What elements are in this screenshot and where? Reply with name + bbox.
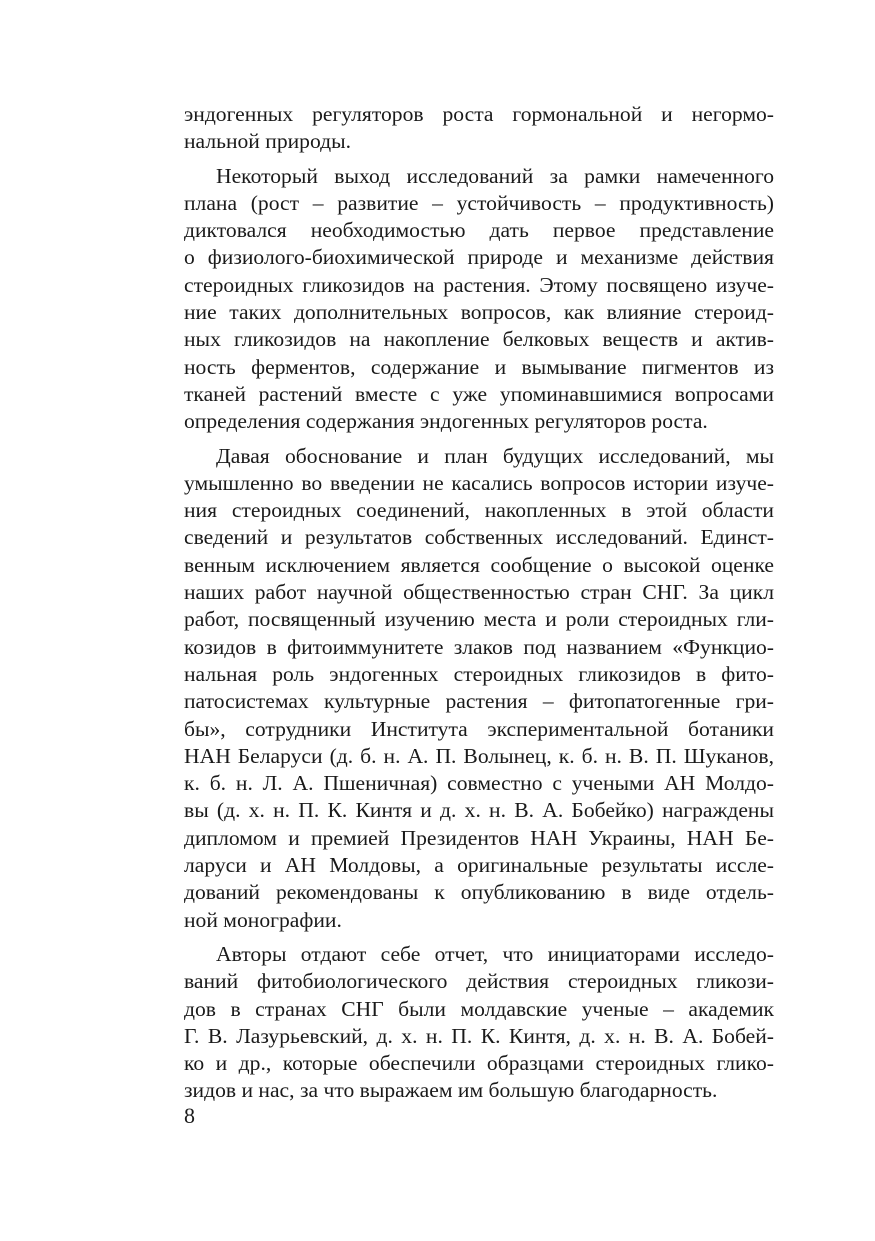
text-line: козидов в фитоиммунитете злаков под названием «Функцио-: [184, 634, 774, 659]
text-line: патосистемах культурные растения – фитопатогенные гри-: [184, 689, 774, 714]
text-line: Некоторый выход исследований за рамки намеченного: [216, 163, 774, 188]
text-line: Авторы отдают себе отчет, что инициаторами исследо-: [216, 941, 774, 966]
text-line: зидов и нас, за что выражаем им большую благодарность.: [184, 1078, 718, 1103]
paragraph: [184, 443, 774, 934]
text-line: НАН Беларуси (д. б. н. А. П. Волынец, к. б. н. В. П. Шуканов,: [184, 743, 774, 768]
text-line: ваний фитобиологического действия стероидных гликози-: [184, 969, 774, 994]
text-line: ния стероидных соединений, накопленных в этой области: [184, 498, 774, 523]
text-line: стероидных гликозидов на растения. Этому посвящено изуче-: [184, 272, 774, 297]
paragraph: [184, 163, 774, 436]
text-line: дований рекомендованы к опубликованию в виде отдель-: [184, 880, 774, 905]
text-line: ной монографии.: [184, 907, 342, 932]
paragraph: [184, 101, 774, 156]
text-line: диктовался необходимостью дать первое представление: [184, 218, 774, 243]
text-line: определения содержания эндогенных регуляторов роста.: [184, 409, 708, 434]
text-line: ларуси и АН Молдовы, а оригинальные результаты иссле-: [184, 853, 774, 878]
text-line: наших работ научной общественностью стран СНГ. За цикл: [184, 580, 774, 605]
text-line: дов в странах СНГ были молдавские ученые – академик: [184, 996, 774, 1021]
text-line: работ, посвященный изучению места и роли стероидных гли-: [184, 607, 774, 632]
text-line: плана (рост – развитие – устойчивость – продуктивность): [184, 190, 774, 215]
page-number: 8: [184, 1103, 195, 1128]
text-line: к. б. н. Л. А. Пшеничная) совместно с учеными АН Молдо-: [184, 771, 774, 796]
text-line: дипломом и премией Президентов НАН Украины, НАН Бе-: [184, 825, 774, 850]
text-line: Г. В. Лазурьевский, д. х. н. П. К. Кинтя, д. х. н. В. А. Бобей-: [184, 1023, 774, 1048]
text-line: ко и др., которые обеспечили образцами стероидных глико-: [184, 1051, 774, 1076]
text-line: ние таких дополнительных вопросов, как влияние стероид-: [184, 300, 774, 325]
page-body: [184, 101, 774, 1112]
text-line: нальная роль эндогенных стероидных гликозидов в фито-: [184, 661, 774, 686]
text-line: венным исключением является сообщение о высокой оценке: [184, 552, 774, 577]
text-line: тканей растений вместе с уже упоминавшимися вопросами: [184, 381, 774, 406]
paragraph: [184, 941, 774, 1105]
text-line: Давая обоснование и план будущих исследований, мы: [216, 443, 774, 468]
text-line: ных гликозидов на накопление белковых веществ и актив-: [184, 327, 774, 352]
text-line: нальной природы.: [184, 129, 352, 154]
text-line: о физиолого-биохимической природе и механизме действия: [184, 245, 774, 270]
text-line: ность ферментов, содержание и вымывание пигментов из: [184, 354, 774, 379]
text-line: сведений и результатов собственных исследований. Единст-: [184, 525, 774, 550]
text-line: умышленно во введении не касались вопросов истории изуче-: [184, 470, 774, 495]
text-line: бы», сотрудники Института экспериментальной ботаники: [184, 716, 774, 741]
text-line: вы (д. х. н. П. К. Кинтя и д. х. н. В. А. Бобейко) награждены: [184, 798, 774, 823]
text-line: эндогенных регуляторов роста гормональной и негормо-: [184, 102, 774, 126]
